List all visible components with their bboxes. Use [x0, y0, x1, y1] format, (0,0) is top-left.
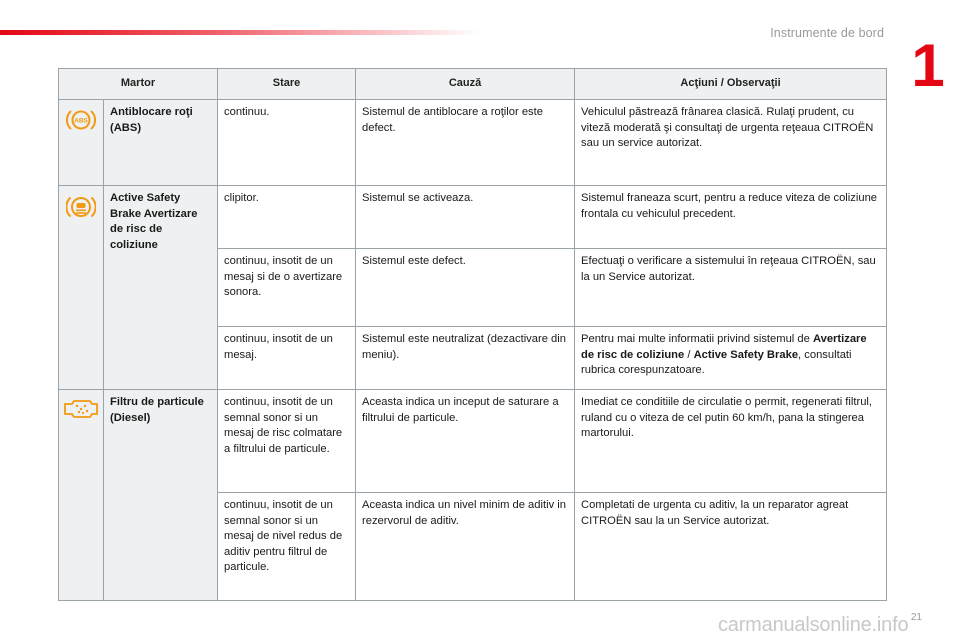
asb-state-2: continuu, insotit de un mesaj si de o avertizare sonora.	[218, 249, 356, 327]
active-safety-brake-icon	[66, 194, 96, 220]
filter-cause-2: Aceasta indica un nivel minim de aditiv in rezervorul de aditiv.	[356, 493, 575, 601]
warning-lights-table	[58, 68, 887, 601]
asb-action-1: Sistemul franeaza scurt, pentru a reduce viteza de coliziune frontala cu vehiculul precedent.	[575, 186, 887, 249]
section-title: Instrumente de bord	[770, 26, 884, 40]
filter-action-2: Completati de urgenta cu aditiv, la un reparator agreat CITROËN sau la un Service autorizat.	[575, 493, 887, 601]
asb-cause-1: Sistemul se activeaza.	[356, 186, 575, 249]
abs-cause: Sistemul de antiblocare a roţilor este defect.	[356, 100, 575, 186]
table-row	[59, 100, 887, 186]
header-martor: Martor	[59, 69, 218, 100]
chapter-number-text: 1	[911, 40, 945, 88]
particle-filter-icon	[64, 398, 98, 420]
footer-watermark-link[interactable]: carmanualsonline.info	[718, 614, 909, 636]
chapter-number	[906, 40, 950, 88]
header-stare: Stare	[218, 69, 356, 100]
asb-name: Active Safety Brake Avertizare de risc de coliziune	[104, 186, 218, 390]
table-row	[59, 390, 887, 493]
page-number: 21	[910, 612, 922, 623]
abs-action: Vehiculul păstrează frânarea clasică. Rulaţi prudent, cu viteză moderată şi consultaţi de urgenta reţeaua CITROËN sau un service autorizat.	[575, 100, 887, 186]
abs-name: Antiblocare roţi (ABS)	[104, 100, 218, 186]
filter-state-1: continuu, insotit de un semnal sonor si un mesaj de risc colmatare a filtrului de particule.	[218, 390, 356, 493]
abs-icon-cell	[59, 100, 104, 186]
abs-state: continuu.	[218, 100, 356, 186]
header-accent-bar	[0, 30, 480, 35]
filter-name: Filtru de particule (Diesel)	[104, 390, 218, 601]
asb-action-3-post: , consultati rubrica corespunzatoare.	[581, 348, 852, 377]
svg-text:ABS: ABS	[74, 117, 88, 125]
filter-cause-1: Aceasta indica un inceput de saturare a filtrului de particule.	[356, 390, 575, 493]
asb-action-3-bold-1: Avertizare de risc de coliziune	[581, 333, 867, 361]
table-row	[59, 186, 887, 249]
asb-state-3: continuu, insotit de un mesaj.	[218, 327, 356, 390]
header-actiuni: Acţiuni / Observaţii	[575, 69, 887, 100]
filter-icon-cell	[59, 390, 104, 601]
table-header-row	[59, 69, 887, 100]
filter-action-1: Imediat ce conditiile de circulatie o permit, regenerati filtrul, ruland cu o viteza de cel putin 60 km/h, pana la stingerea martorului.	[575, 390, 887, 493]
asb-action-2: Efectuaţi o verificare a sistemului în reţeaua CITROËN, sau la un Service autorizat.	[575, 249, 887, 327]
asb-action-3	[575, 327, 887, 390]
abs-warning-icon	[66, 108, 96, 132]
asb-icon-cell	[59, 186, 104, 390]
header-cauza: Cauză	[356, 69, 575, 100]
asb-action-3-pre: Pentru mai multe informatii privind sistemul de	[581, 333, 813, 345]
asb-cause-2: Sistemul este defect.	[356, 249, 575, 327]
asb-cause-3: Sistemul este neutralizat (dezactivare din meniu).	[356, 327, 575, 390]
asb-action-3-mid: /	[684, 348, 694, 361]
filter-state-2: continuu, insotit de un semnal sonor si un mesaj de nivel redus de aditiv pentru filtrul de particule.	[218, 493, 356, 601]
asb-action-3-bold-2: Active Safety Brake	[693, 348, 799, 361]
asb-state-1: clipitor.	[218, 186, 356, 249]
